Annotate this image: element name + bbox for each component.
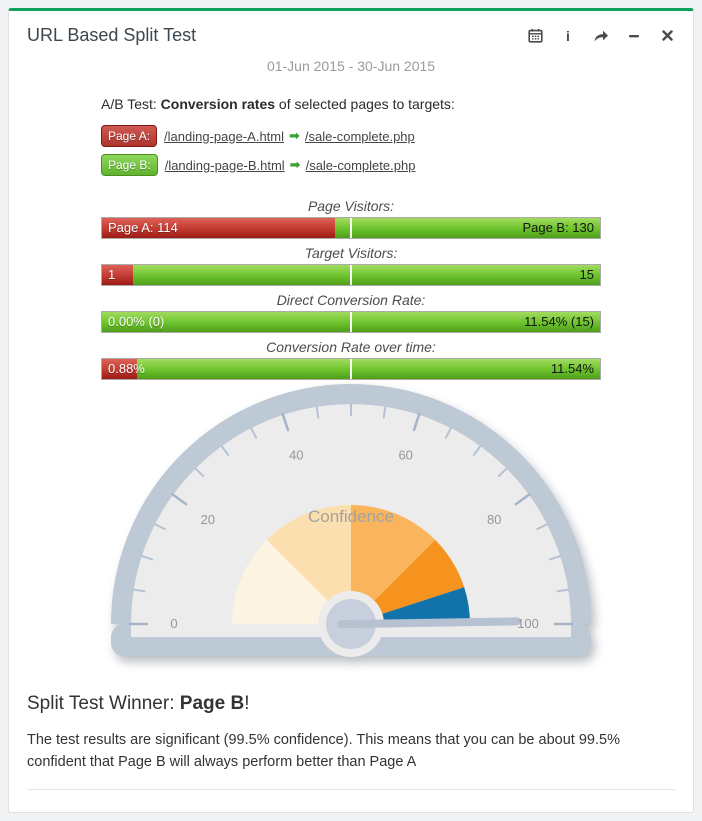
arrow-icon: ➡ (289, 157, 301, 172)
minimize-icon[interactable] (626, 28, 642, 44)
comparison-bars (101, 198, 601, 380)
page-url-link[interactable]: /landing-page-A.html (164, 128, 285, 144)
gauge-tick-label: 40 (289, 447, 304, 463)
bar-right-label: 15 (579, 267, 594, 282)
bar-title: Target Visitors: (304, 245, 398, 261)
bar-title: Direct Conversion Rate: (276, 292, 426, 308)
page-url-link[interactable]: /landing-page-B.html (164, 157, 285, 173)
gauge-tick-label: 0 (170, 616, 178, 631)
gauge-title: Confidence (307, 507, 395, 526)
variant-row (101, 125, 601, 147)
gauge-tick-label: 100 (517, 616, 539, 631)
report-body (101, 96, 601, 679)
comparison-bar (101, 358, 601, 380)
winner-text: Split Test Winner: Page B! (27, 693, 250, 714)
bar-right-label: Page B: 130 (522, 220, 594, 235)
card-footer (9, 790, 693, 812)
gauge-tick-label: 80 (486, 511, 502, 527)
confidence-gauge (101, 386, 601, 679)
variant-badge: Page B: (101, 154, 158, 176)
bar-right-label: 11.54% (15) (524, 314, 594, 329)
export-icon[interactable] (593, 28, 609, 44)
bar-left-label: 0.00% (0) (108, 314, 165, 329)
bar-midline (350, 359, 352, 379)
gauge-tick-label: 60 (398, 447, 413, 463)
report-header (9, 11, 693, 46)
report-title: URL Based Split Test (27, 25, 197, 45)
bar-midline (350, 265, 352, 285)
target-url-link[interactable]: /sale-complete.php (305, 157, 416, 173)
comparison-bar (101, 311, 601, 333)
bar-midline (350, 218, 352, 238)
bar-left-label: 1 (108, 267, 116, 282)
calendar-icon[interactable] (527, 28, 543, 44)
gauge-svg (111, 386, 591, 674)
bar-right-label: 11.54% (550, 361, 594, 376)
bar-midline (350, 312, 352, 332)
bar-left-label: Page A: 114 (108, 220, 178, 235)
comparison-bar (101, 264, 601, 286)
test-description: A/B Test: Conversion rates of selected pages to targets: (101, 96, 455, 112)
variant-badge: Page A: (101, 125, 157, 147)
report-card (8, 8, 694, 813)
arrow-icon: ➡ (289, 128, 300, 143)
bar-left-label: 0.88% (108, 361, 145, 376)
comparison-bar (101, 217, 601, 239)
variant-row (101, 154, 601, 176)
info-icon[interactable]: i (566, 27, 570, 44)
target-url-link[interactable]: /sale-complete.php (304, 128, 415, 144)
bar-left-segment (102, 265, 133, 285)
gauge-tick-label: 20 (200, 511, 216, 527)
date-range: 01-Jun 2015 - 30-Jun 2015 (266, 58, 436, 74)
variant-list (101, 125, 601, 176)
significance-text: The test results are significant (99.5% confidence). This means that you can be about 99.5% confident that Page B will always perform better than Page A (27, 732, 620, 771)
bar-title: Conversion Rate over time: (266, 339, 436, 355)
report-toolbar (527, 28, 675, 44)
bar-title: Page Visitors: (307, 198, 395, 214)
close-icon[interactable] (659, 28, 675, 44)
